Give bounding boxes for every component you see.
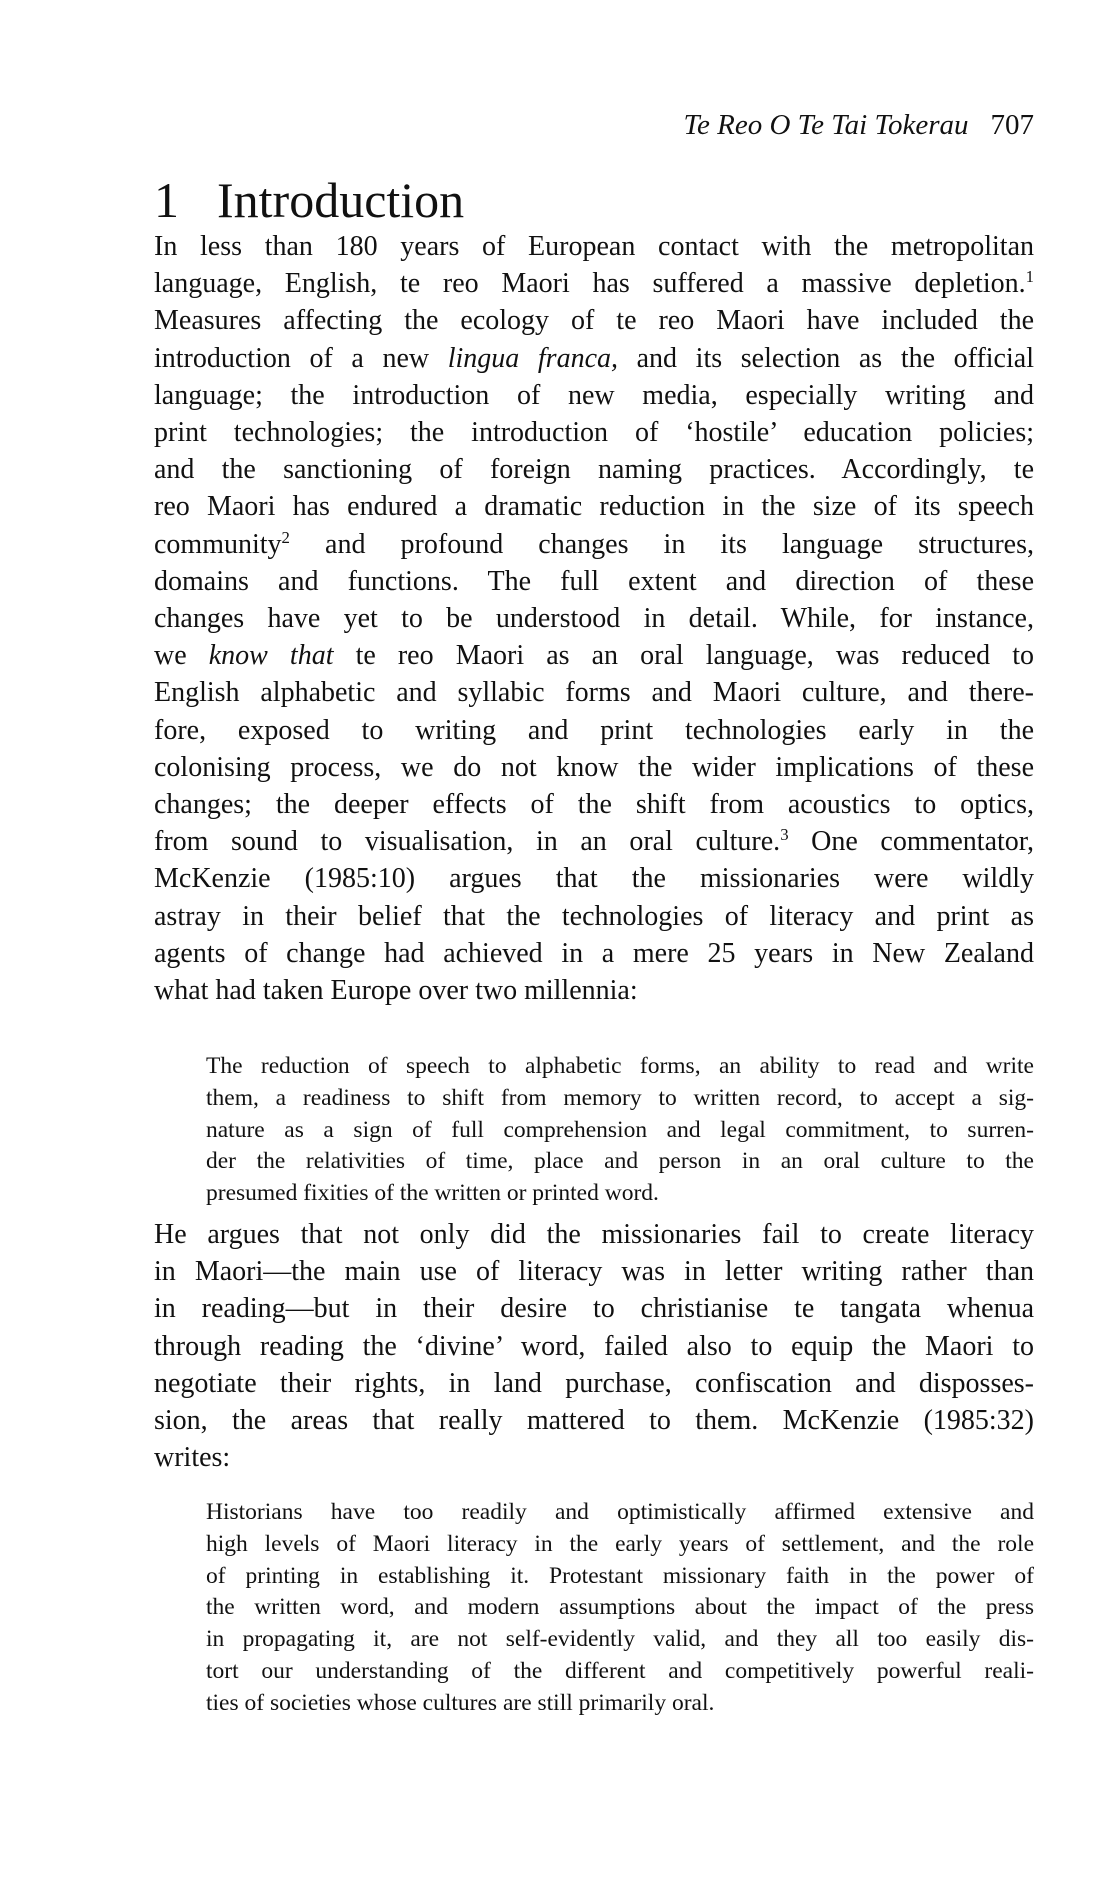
text-line: Measures affecting the ecology of te reo Maori have included the	[154, 305, 1034, 337]
text-line: through reading the ‘divine’ word, failed also to equip the Maori to	[154, 1330, 1034, 1362]
section-number: 1	[154, 172, 179, 228]
quote-line: in propagating it, are not self-evidently valid, and they all too easily dis-	[206, 1626, 1034, 1653]
running-head-title: Te Reo O Te Tai Tokerau	[683, 109, 969, 141]
text-line: In less than 180 years of European contact with the metropolitan	[154, 231, 1034, 262]
text-line: and the sanctioning of foreign naming practices. Accordingly, te	[154, 454, 1034, 486]
text-line: changes have yet to be understood in detail. While, for instance,	[154, 603, 1034, 635]
quote-line: presumed fixities of the written or printed word.	[206, 1180, 659, 1207]
text-line: colonising process, we do not know the wider implications of these	[154, 751, 1034, 783]
paragraph-2	[154, 1216, 1034, 1476]
footnote-ref-1: 1	[1025, 267, 1034, 287]
text-line: agents of change had achieved in a mere 25 years in New Zealand	[154, 937, 1034, 969]
text-line: English alphabetic and syllabic forms and Maori culture, and there-	[154, 677, 1034, 709]
quote-line: the written word, and modern assumptions about the impact of the press	[206, 1594, 1034, 1621]
text-segment: community	[154, 528, 282, 560]
text-line: He argues that not only did the missionaries fail to create literacy	[154, 1219, 1034, 1250]
text-line: changes; the deeper effects of the shift from acoustics to optics,	[154, 789, 1034, 821]
running-head	[684, 108, 1034, 142]
text-line	[154, 340, 1034, 377]
quote-line: ties of societies whose cultures are still primarily oral.	[206, 1689, 715, 1716]
text-line: in reading—but in their desire to christianise te tangata whenua	[154, 1293, 1034, 1325]
text-segment: and profound changes in its language structures,	[289, 528, 1034, 560]
text-line: negotiate their rights, in land purchase, confiscation and disposses-	[154, 1367, 1034, 1399]
block-quote-2	[206, 1497, 1034, 1720]
text-line: language; the introduction of new media, especially writing and	[154, 379, 1034, 411]
text-line: domains and functions. The full extent and direction of these	[154, 565, 1034, 597]
text-segment: from sound to visualisation, in an oral culture.	[154, 826, 781, 858]
block-quote-1	[206, 1051, 1034, 1210]
page-number: 707	[990, 109, 1034, 141]
text-line: print technologies; the introduction of ‘hostile’ education policies;	[154, 417, 1034, 449]
quote-line: of printing in establishing it. Protestant missionary faith in the power of	[206, 1562, 1034, 1589]
text-line: what had taken Europe over two millennia:	[154, 975, 638, 1007]
quote-line: high levels of Maori literacy in the early years of settlement, and the role	[206, 1530, 1034, 1557]
text-line	[154, 265, 1034, 302]
text-line: writes:	[154, 1442, 231, 1474]
section-title: Introduction	[217, 172, 465, 228]
section-heading	[154, 170, 464, 230]
quote-line: them, a readiness to shift from memory to written record, to accept a sig-	[206, 1084, 1034, 1111]
text-segment: and its selection as the official	[618, 342, 1034, 374]
text-line	[154, 823, 1034, 860]
quote-line: Historians have too readily and optimistically affirmed extensive and	[206, 1499, 1034, 1525]
text-segment: language, English, te reo Maori has suffered a massive depletion.	[154, 268, 1026, 300]
footnote-ref-2: 2	[281, 527, 290, 547]
text-segment: introduction of a new	[154, 342, 448, 374]
quote-line: der the relativities of time, place and person in an oral culture to the	[206, 1148, 1034, 1175]
text-line: McKenzie (1985:10) argues that the missionaries were wildly	[154, 863, 1034, 895]
italic-term: lingua franca,	[447, 342, 619, 374]
text-line: astray in their belief that the technologies of literacy and print as	[154, 900, 1034, 932]
text-line: sion, the areas that really mattered to them. McKenzie (1985:32)	[154, 1405, 1034, 1437]
text-line	[154, 526, 1034, 563]
text-segment: we	[154, 640, 209, 672]
text-line: fore, exposed to writing and print technologies early in the	[154, 714, 1034, 746]
text-segment: te reo Maori as an oral language, was reduced to	[333, 640, 1034, 672]
paragraph-1	[154, 228, 1034, 1009]
text-segment: One commentator,	[788, 826, 1034, 858]
italic-emphasis: know that	[208, 640, 334, 672]
quote-line: nature as a sign of full comprehension and legal commitment, to surren-	[206, 1116, 1034, 1143]
quote-line: tort our understanding of the different and competitively powerful reali-	[206, 1657, 1034, 1684]
text-line: reo Maori has endured a dramatic reduction in the size of its speech	[154, 491, 1034, 523]
text-line	[154, 637, 1034, 674]
quote-line: The reduction of speech to alphabetic forms, an ability to read and write	[206, 1053, 1034, 1079]
text-line: in Maori—the main use of literacy was in letter writing rather than	[154, 1256, 1034, 1288]
footnote-ref-3: 3	[780, 825, 789, 845]
